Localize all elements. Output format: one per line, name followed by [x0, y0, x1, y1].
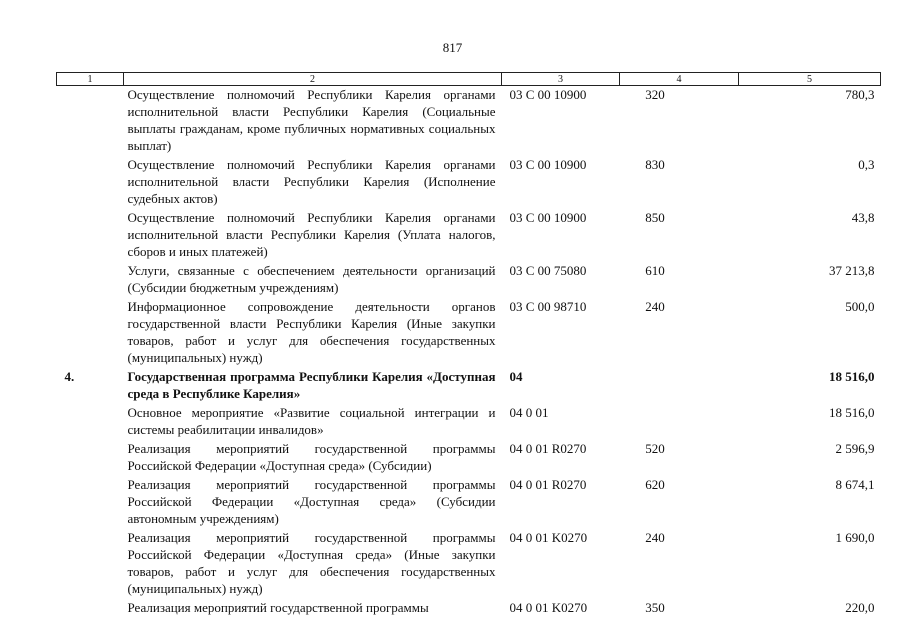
- table-row: [57, 599, 881, 618]
- row-amount: 18 516,0: [829, 369, 875, 384]
- row-code: 03 С 00 10900: [509, 157, 587, 172]
- row-name: Осуществление полномочий Республики Карелия органами исполнительной власти Республики Карелия (Уплата налогов, сборов и иных платежей): [127, 210, 496, 259]
- row-amount: 1 690,0: [835, 530, 875, 545]
- column-header: 1: [57, 73, 124, 86]
- row-expense-type: 610: [645, 263, 665, 278]
- table-row: [57, 262, 881, 298]
- row-number: [57, 156, 124, 209]
- row-amount: 18 516,0: [829, 405, 875, 420]
- budget-table: [56, 72, 881, 618]
- row-expense-type: 240: [645, 530, 665, 545]
- row-number: [57, 86, 124, 157]
- column-header: 3: [502, 73, 620, 86]
- row-amount: 780,3: [845, 87, 875, 102]
- table-row: [57, 529, 881, 599]
- column-header: 2: [124, 73, 502, 86]
- row-number: [57, 440, 124, 476]
- page-number: 817: [442, 40, 463, 55]
- row-name: Реализация мероприятий государственной программы: [127, 600, 429, 615]
- row-amount: 37 213,8: [829, 263, 875, 278]
- row-code: 04 0 01: [509, 405, 549, 420]
- row-number: [57, 262, 124, 298]
- column-header: 5: [739, 73, 881, 86]
- row-name: Реализация мероприятий государственной программы Российской Федерации «Доступная среда» (Субсидии): [127, 441, 496, 473]
- row-expense-type: 320: [645, 87, 665, 102]
- row-code: 03 С 00 98710: [509, 299, 587, 314]
- row-amount: 0,3: [858, 157, 875, 172]
- row-expense-type: 830: [645, 157, 665, 172]
- table-row: [57, 404, 881, 440]
- row-number: [57, 529, 124, 599]
- row-code: 03 С 00 75080: [509, 263, 587, 278]
- row-name: Услуги, связанные с обеспечением деятельности организаций (Субсидии бюджетным учреждениям): [127, 263, 496, 295]
- table-row: [57, 298, 881, 368]
- row-code: 04 0 01 R0270: [509, 441, 587, 456]
- row-expense-type: [620, 368, 739, 404]
- table-header: [57, 73, 881, 86]
- table-row: [57, 368, 881, 404]
- row-number: 4.: [64, 369, 75, 384]
- row-expense-type: 240: [645, 299, 665, 314]
- row-code: 03 С 00 10900: [509, 210, 587, 225]
- row-number: [57, 476, 124, 529]
- row-name: Осуществление полномочий Республики Карелия органами исполнительной власти Республики Карелия (Исполнение судебных актов): [127, 157, 496, 206]
- row-amount: 8 674,1: [835, 477, 875, 492]
- row-expense-type: 520: [645, 441, 665, 456]
- row-amount: 2 596,9: [835, 441, 875, 456]
- table-row: [57, 209, 881, 262]
- row-number: [57, 209, 124, 262]
- table-body: [57, 86, 881, 619]
- table-row: [57, 476, 881, 529]
- row-name: Информационное сопровождение деятельности органов государственной власти Республики Карелия (Иные закупки товаров, работ и услуг для обеспечения государственных (муниципальных) нужд): [127, 299, 496, 365]
- row-code: 04 0 01 K0270: [509, 600, 588, 615]
- row-name: Реализация мероприятий государственной программы Российской Федерации «Доступная среда» (Иные закупки товаров, работ и услуг для обеспечения государственных (муниципальных) нужд): [127, 530, 496, 596]
- table-row: [57, 156, 881, 209]
- row-expense-type: 350: [645, 600, 665, 615]
- column-header: 4: [620, 73, 739, 86]
- row-amount: 500,0: [845, 299, 875, 314]
- row-code: 04 0 01 R0270: [509, 477, 587, 492]
- row-code: 04 0 01 K0270: [509, 530, 588, 545]
- row-number: [57, 298, 124, 368]
- table-row: [57, 86, 881, 157]
- row-name: Реализация мероприятий государственной программы Российской Федерации «Доступная среда» (Субсидии автономным учреждениям): [127, 477, 496, 526]
- row-code: 03 С 00 10900: [509, 87, 587, 102]
- row-number: [57, 599, 124, 618]
- row-amount: 220,0: [845, 600, 875, 615]
- row-number: [57, 404, 124, 440]
- row-expense-type: [620, 404, 739, 440]
- row-name: Осуществление полномочий Республики Карелия органами исполнительной власти Республики Карелия (Социальные выплаты гражданам, кроме публичных нормативных социальных выплат): [127, 87, 496, 153]
- row-name: Основное мероприятие «Развитие социальной интеграции и системы реабилитации инвалидов»: [127, 405, 496, 437]
- row-amount: 43,8: [851, 210, 875, 225]
- table-row: [57, 440, 881, 476]
- row-code: 04: [509, 369, 523, 384]
- row-name: Государственная программа Республики Карелия «Доступная среда в Республике Карелия»: [127, 369, 496, 401]
- row-expense-type: 620: [645, 477, 665, 492]
- row-expense-type: 850: [645, 210, 665, 225]
